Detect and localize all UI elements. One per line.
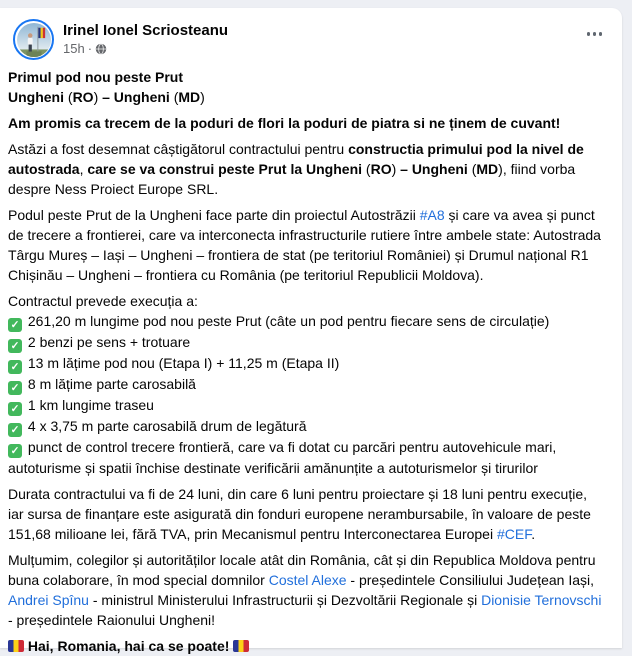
post-text-span: ), fiind vorba despre Ness Proiect Europe SRL. xyxy=(8,161,576,197)
post-text-span: 1 km lungime traseu xyxy=(24,397,154,413)
post-menu-button[interactable] xyxy=(581,20,609,48)
post-text-span: ) xyxy=(93,89,103,105)
post-header xyxy=(0,8,622,60)
check-icon: ✓ xyxy=(8,444,22,458)
post-link[interactable]: Andrei Spînu xyxy=(8,592,89,608)
timestamp[interactable]: 15h xyxy=(63,41,85,56)
globe-icon xyxy=(95,43,107,55)
avatar-photo xyxy=(17,23,51,57)
post-contract-specs xyxy=(8,291,606,478)
romania-flag-icon xyxy=(233,640,249,652)
post-text-span: 8 m lățime parte carosabilă xyxy=(24,376,196,392)
post-text-bold: care se va construi peste Prut la Ungheni xyxy=(87,161,366,177)
post-text-span: , xyxy=(79,161,88,177)
post-project-description xyxy=(8,205,606,285)
post-text-span: ( xyxy=(365,161,371,177)
post-text-bold: – Ungheni xyxy=(102,89,174,105)
post-text-span: 4 x 3,75 m parte carosabilă drum de legătură xyxy=(24,418,307,434)
post-text-span: Astăzi a fost desemnat câștigătorul contractului pentru xyxy=(8,141,349,157)
post-text-span: ( xyxy=(173,89,179,105)
post-text-span: ( xyxy=(67,89,73,105)
check-icon: ✓ xyxy=(8,402,22,416)
post-contract-winner xyxy=(8,139,606,199)
post-link[interactable]: #CEF xyxy=(496,526,532,542)
post-card xyxy=(0,8,622,654)
post-link[interactable]: Dionisie Ternovschi xyxy=(481,592,602,608)
post-text-span: Podul peste Prut de la Ungheni face parte din proiectul Autostrăzii xyxy=(8,207,420,223)
post-text-span: ) xyxy=(200,89,205,105)
post-text-bold: Am promis ca trecem de la poduri de flori la poduri de piatra si ne ținem de cuvant! xyxy=(8,115,561,131)
post-duration-funding xyxy=(8,484,606,544)
ellipsis-dot xyxy=(593,32,597,36)
post-text-bold: – Ungheni xyxy=(400,161,472,177)
post-thanks xyxy=(8,550,606,630)
avatar[interactable] xyxy=(13,19,54,60)
author-name[interactable]: Irinel Ionel Scriosteanu xyxy=(63,22,229,39)
post-link[interactable]: #A8 xyxy=(419,207,445,223)
post-link[interactable]: Costel Alexe xyxy=(268,572,347,588)
post-text-span: ( xyxy=(471,161,477,177)
check-icon: ✓ xyxy=(8,423,22,437)
separator-dot: · xyxy=(87,41,93,56)
post-text-span: și care va avea și punct de trecere a frontierei, care va interconecta infrastructurile rutiere între ambele state: Autostrada Târgu Mureș – Iași – Ungheni – frontiera de stat (pe teritoriul României) și Drumul național R1 Chișinău – Ungheni – frontiera cu România (pe teritoriul Republicii Moldova). xyxy=(8,207,601,283)
post-text-span: 261,20 m lungime pod nou peste Prut (câte un pod pentru fiecare sens de circulație) xyxy=(24,313,550,329)
post-text-bold: RO xyxy=(370,161,392,177)
post-text-span: - președintele Consiliului Județean Iași, xyxy=(346,572,595,588)
post-text-bold: Hai, Romania, hai ca se poate! xyxy=(24,638,234,654)
check-icon: ✓ xyxy=(8,318,22,332)
post-slogan xyxy=(8,636,606,656)
post-text-span: - președintele Raionului Ungheni! xyxy=(8,612,216,628)
post-text-span: - ministrul Ministerului Infrastructurii și Dezvoltării Regionale și xyxy=(88,592,482,608)
post-text-span: 13 m lățime pod nou (Etapa I) + 11,25 m (Etapa II) xyxy=(24,355,340,371)
post-text-bold: Ungheni xyxy=(8,89,68,105)
post-text-span: Mulțumim, colegilor și autorităților locale atât din România, cât și din Republica Moldova pentru buna colaborare, în mod special domnilor xyxy=(8,552,596,588)
post-title xyxy=(8,67,606,107)
ellipsis-dot xyxy=(599,32,603,36)
post-text-span: ) xyxy=(391,161,401,177)
post-text-span: 2 benzi pe sens + trotuare xyxy=(24,334,191,350)
post-text-bold: Primul pod nou peste Prut xyxy=(8,69,184,85)
post-text-bold: constructia primului pod la nivel de autostrada xyxy=(8,141,584,177)
check-icon: ✓ xyxy=(8,339,22,353)
ellipsis-dot xyxy=(587,32,591,36)
post-subheader xyxy=(63,41,581,57)
romania-flag-icon xyxy=(8,640,24,652)
post-text-span: punct de control trecere frontieră, care va fi dotat cu parcări pentru autovehicule mari, autoturisme și spatii închise destinate verificării amănunțite a autoturismelor și tirurilor xyxy=(8,439,557,476)
post-text-span: Contractul prevede execuția a: xyxy=(8,293,198,309)
post-text-bold: MD xyxy=(178,89,201,105)
post-text xyxy=(0,60,622,656)
post-text-span: . xyxy=(531,526,536,542)
post-meta xyxy=(63,19,581,57)
post-promise xyxy=(8,113,606,133)
post-text-bold: RO xyxy=(72,89,94,105)
post-text-bold: MD xyxy=(476,161,499,177)
check-icon: ✓ xyxy=(8,360,22,374)
post-text-span: Durata contractului va fi de 24 luni, din care 6 luni pentru proiectare și 18 luni pentru execuție, iar sursa de finanțare este asigurată din fonduri europene nerambursabile, în valoare de peste 151,68 milioane lei, fără TVA, prin Mecanismul pentru Interconectarea Europei xyxy=(8,486,591,542)
check-icon: ✓ xyxy=(8,381,22,395)
